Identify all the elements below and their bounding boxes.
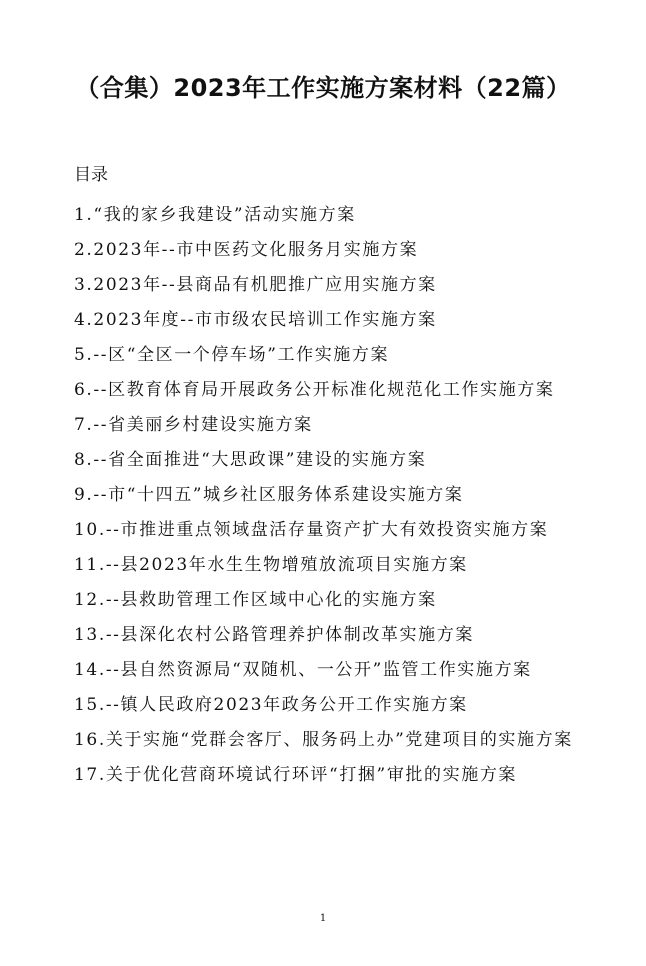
toc-item: 16.关于实施“党群会客厅、服务码上办”党建项目的实施方案	[74, 730, 573, 750]
toc-heading: 目录	[74, 165, 108, 185]
toc-item: 14.--县自然资源局“双随机、一公开”监管工作实施方案	[74, 660, 532, 680]
toc-item: 2.2023年--市中医药文化服务月实施方案	[74, 240, 419, 260]
toc-item: 10.--市推进重点领域盘活存量资产扩大有效投资实施方案	[74, 520, 549, 540]
toc-item: 4.2023年度--市市级农民培训工作实施方案	[74, 310, 437, 330]
toc-item: 11.--县2023年水生生物增殖放流项目实施方案	[74, 555, 468, 575]
toc-item: 3.2023年--县商品有机肥推广应用实施方案	[74, 275, 437, 295]
toc-item: 17.关于优化营商环境试行环评“打捆”审批的实施方案	[74, 765, 518, 785]
toc-item: 8.--省全面推进“大思政课”建设的实施方案	[74, 450, 427, 470]
toc-item: 5.--区“全区一个停车场”工作实施方案	[74, 345, 390, 365]
toc-item: 12.--县救助管理工作区域中心化的实施方案	[74, 590, 437, 610]
page-number: 1	[319, 913, 327, 924]
toc-item: 7.--省美丽乡村建设实施方案	[74, 415, 313, 435]
document-title: （合集）2023年工作实施方案材料（22篇）	[75, 74, 571, 102]
toc-item: 15.--镇人民政府2023年政务公开工作实施方案	[74, 695, 468, 715]
toc-list	[34, 198, 590, 793]
toc-item: 6.--区教育体育局开展政务公开标准化规范化工作实施方案	[74, 380, 555, 400]
toc-item: 9.--市“十四五”城乡社区服务体系建设实施方案	[74, 485, 464, 505]
toc-item: 1.“我的家乡我建设”活动实施方案	[74, 205, 356, 225]
toc-item: 13.--县深化农村公路管理养护体制改革实施方案	[74, 625, 474, 645]
